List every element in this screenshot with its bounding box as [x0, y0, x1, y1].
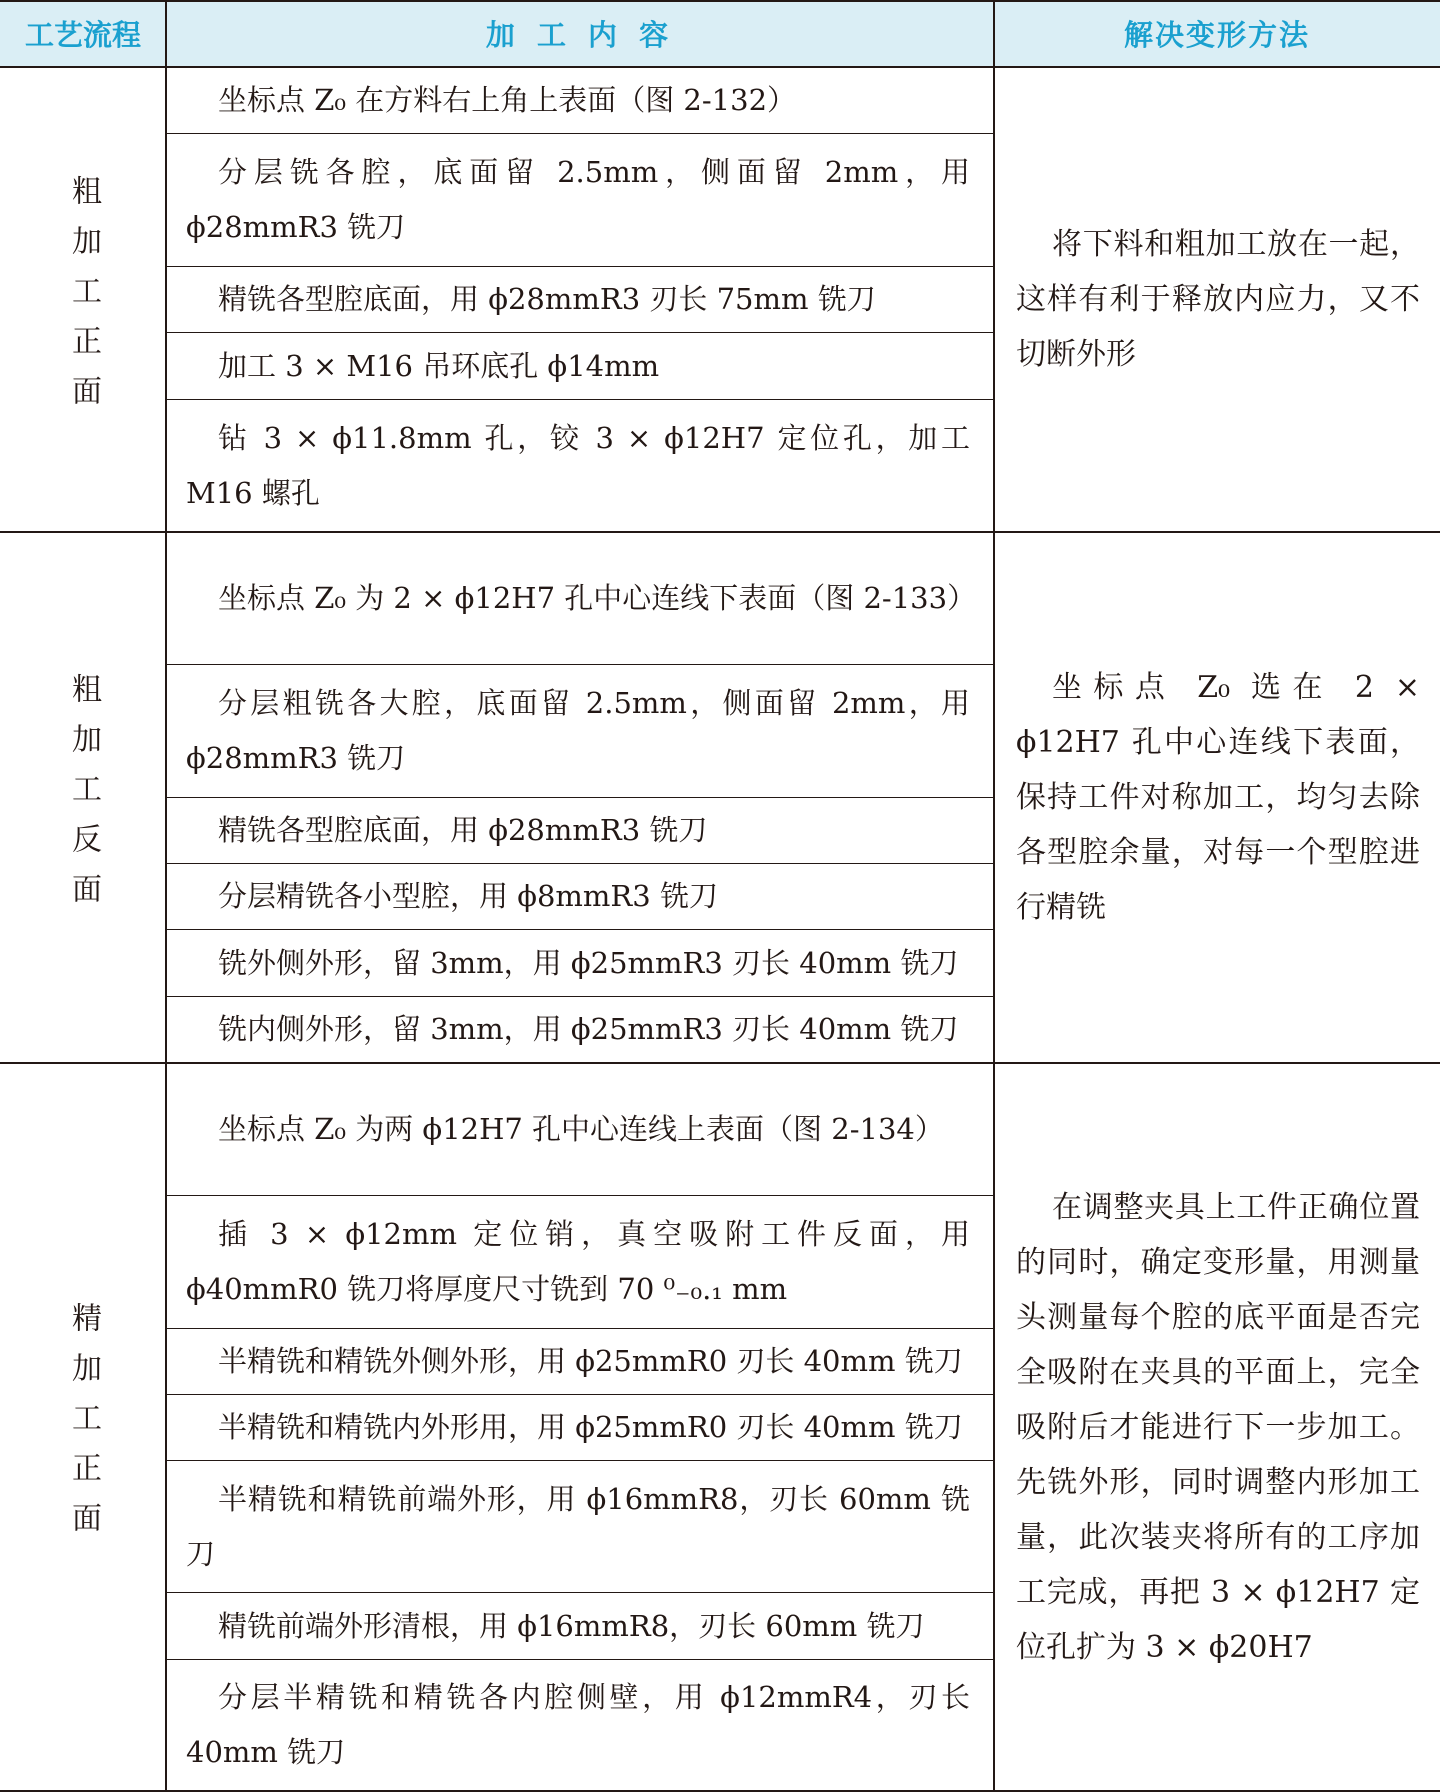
- method-text: 坐标点 Z₀ 选在 2 × ϕ12H7 孔中心连线下表面，保持工件对称加工，均匀去除各型腔余量，对每一个型腔进行精铣: [1016, 670, 1420, 925]
- stage-cell: [0, 1064, 166, 1790]
- step-text: 铣内侧外形，留 3mm，用 ϕ25mmR3 刃长 40mm 铣刀: [218, 1012, 959, 1046]
- step-cell: [166, 333, 994, 399]
- step-text: 加工 3 × M16 吊环底孔 ϕ14mm: [218, 348, 660, 383]
- stage-label: 粗加工正面: [66, 174, 101, 425]
- method-text: 在调整夹具上工件正确位置的同时，确定变形量，用测量头测量每个腔的底平面是否完全吸附在夹具的平面上，完全吸附后才能进行下一步加工。先铣外形，同时调整内形加工量，此次装夹将所有的工序加工完成，再把 3 × ϕ12H7 定位孔扩为 3 × ϕ20H7: [1016, 1189, 1420, 1665]
- step-text: 坐标点 Z₀ 在方料右上角上表面（图 2-132）: [218, 83, 797, 117]
- step-text: 分层半精铣和精铣各内腔侧壁，用 ϕ12mmR4，刃长 40mm 铣刀: [186, 1680, 970, 1769]
- step-text: 铣外侧外形，留 3mm，用 ϕ25mmR3 刃长 40mm 铣刀: [218, 945, 959, 980]
- step-cell: [166, 798, 994, 863]
- stage-label: 粗加工反面: [66, 672, 101, 923]
- stage-cell: [0, 68, 166, 531]
- header-content: 加 工 内 容: [166, 0, 994, 67]
- step-text: 精铣各型腔底面，用 ϕ28mmR3 铣刀: [218, 813, 708, 847]
- step-text: 精铣前端外形清根，用 ϕ16mmR8，刃长 60mm 铣刀: [218, 1608, 925, 1643]
- header-process: 工艺流程: [0, 0, 166, 67]
- step-text: 半精铣和精铣外侧外形，用 ϕ25mmR0 刃长 40mm 铣刀: [218, 1344, 963, 1378]
- step-text: 半精铣和精铣前端外形，用 ϕ16mmR8，刃长 60mm 铣刀: [186, 1481, 970, 1571]
- step-text: 坐标点 Z₀ 为两 ϕ12H7 孔中心连线上表面（图 2-134）: [218, 1112, 944, 1146]
- header-method: 解决变形方法: [994, 0, 1440, 67]
- method-cell: [994, 1064, 1440, 1790]
- step-cell: [166, 134, 994, 266]
- step-cell: [166, 1064, 994, 1195]
- step-text: 坐标点 Z₀ 为 2 × ϕ12H7 孔中心连线下表面（图 2-133）: [218, 581, 977, 615]
- method-cell: [994, 533, 1440, 1062]
- border-top: [0, 0, 1440, 2]
- step-cell: [166, 864, 994, 929]
- step-cell: [166, 267, 994, 332]
- step-cell: [166, 1660, 994, 1790]
- stage-cell: [0, 533, 166, 1062]
- step-cell: [166, 400, 994, 531]
- step-text: 分层铣各腔，底面留 2.5mm，侧面留 2mm，用 ϕ28mmR3 铣刀: [186, 155, 970, 244]
- method-text: 将下料和粗加工放在一起，这样有利于释放内应力，又不切断外形: [1016, 227, 1420, 372]
- step-cell: [166, 533, 994, 664]
- step-cell: [166, 1329, 994, 1394]
- step-cell: [166, 1461, 994, 1592]
- step-text: 精铣各型腔底面，用 ϕ28mmR3 刃长 75mm 铣刀: [218, 282, 876, 316]
- step-text: 半精铣和精铣内外形用，用 ϕ25mmR0 刃长 40mm 铣刀: [218, 1410, 963, 1444]
- step-cell: [166, 930, 994, 996]
- step-text: 钻 3 × ϕ11.8mm 孔，铰 3 × ϕ12H7 定位孔，加工 M16 螺孔: [186, 420, 970, 510]
- stage-label: 精加工正面: [66, 1302, 101, 1552]
- step-cell: [166, 1395, 994, 1460]
- method-cell: [994, 68, 1440, 531]
- step-cell: [166, 1196, 994, 1328]
- step-cell: [166, 665, 994, 797]
- step-cell: [166, 997, 994, 1062]
- step-text: 插 3 × ϕ12mm 定位销，真空吸附工件反面，用 ϕ40mmR0 铣刀将厚度尺寸铣到 70 ⁰₋₀.₁ mm: [186, 1217, 970, 1306]
- step-text: 分层粗铣各大腔，底面留 2.5mm，侧面留 2mm，用 ϕ28mmR3 铣刀: [186, 686, 970, 775]
- step-text: 分层精铣各小型腔，用 ϕ8mmR3 铣刀: [218, 879, 718, 913]
- step-cell: [166, 68, 994, 133]
- step-cell: [166, 1593, 994, 1659]
